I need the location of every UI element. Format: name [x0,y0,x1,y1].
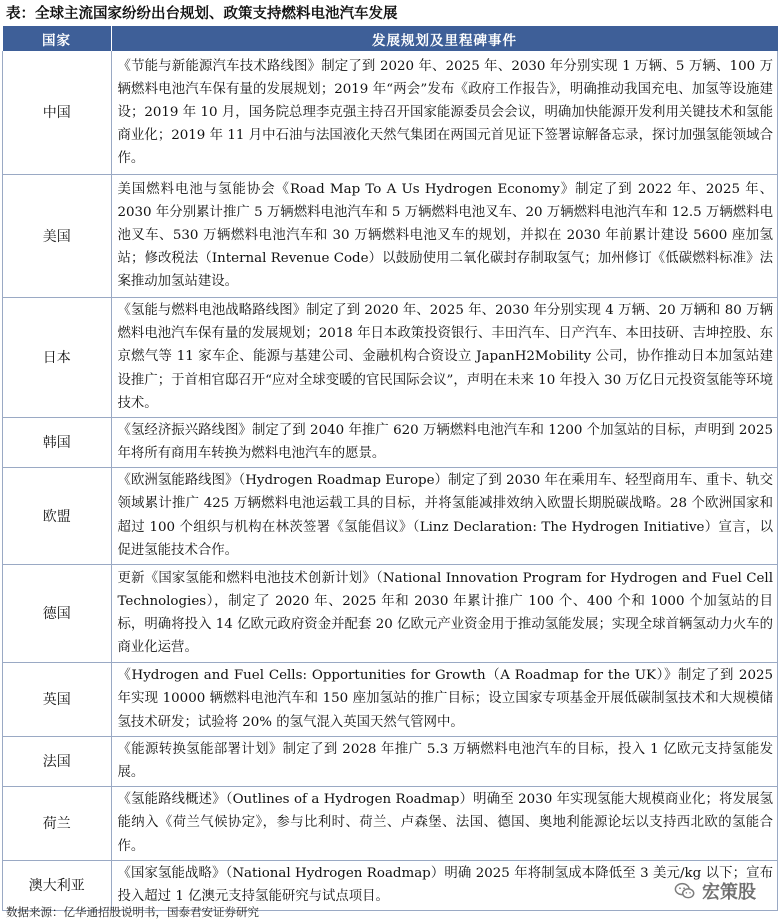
country-cell: 韩国 [3,417,112,467]
plan-cell: 《Hydrogen and Fuel Cells: Opportunities for Growth（A Roadmap for the UK）》制定了到 2025 年实现 10000 辆燃料电池汽车和 150 座加氢站的推广目标；设立国家专项基金开展低碳制氢技术和大规模储氢技术研发；试验将 20% 的氢气混入英国天然气管网中。 [111,662,778,736]
table-row [3,51,778,174]
plan-cell: 更新《国家氢能和燃料电池技术创新计划》（National Innovation Program for Hydrogen and Fuel Cell Technologies），制定了 2020 年、2025 年和 2030 年累计推广 100 个、400 个和 1000 个加氢站的目标，明确将投入 14 亿欧元政府资金并配套 20 亿欧元产业资金用于推动氢能发展；实现全球首辆氢动力火车的商业化运营。 [111,564,778,662]
data-source-note: 数据来源：亿华通招股说明书，国泰君安证券研究 [6,905,259,919]
country-cell: 中国 [3,51,112,174]
country-cell: 美国 [3,174,112,297]
table-row [3,736,778,786]
plan-cell: 《氢能与燃料电池战略路线图》制定了到 2020 年、2025 年、2030 年分别实现 4 万辆、20 万辆和 80 万辆燃料电池汽车保有量的发展规划；2018 年日本政策投资银行、丰田汽车、日产汽车、本田技研、吉坤控股、东京燃气等 11 家车企、能源与基建公司、金融机构合资设立 JapanH2Mobility 公司，协作推动日本加氢站建设推广；于首相官邸召开“应对全球变暖的官民国际会议”，声明在未来 10 年投入 30 万亿日元投资氢能等环境技术。 [111,297,778,417]
table-row [3,297,778,417]
table-row [3,786,778,860]
policy-table [2,26,778,911]
plan-cell: 《氢能路线概述》（Outlines of a Hydrogen Roadmap）明确至 2030 年实现氢能大规模商业化；将发展氢能纳入《荷兰气候协定》，参与比利时、荷兰、卢森堡、法国、德国、奥地利能源论坛以支持西北欧的氢能合作。 [111,786,778,860]
table-row [3,417,778,467]
watermark [674,878,756,904]
plan-cell: 美国燃料电池与氢能协会《Road Map To A Us Hydrogen Economy》制定了到 2022 年、2025 年、2030 年分别累计推广 5 万辆燃料电池汽车和 5 万辆燃料电池叉车、20 万辆燃料电池汽车和 12.5 万辆燃料电池叉车、530 万辆燃料电池汽车和 30 万辆燃料电池叉车的规划，并拟在 2030 年前累计建设 5600 座加氢站；修改税法（Internal Revenue Code）以鼓励使用二氧化碳封存制取氢气；加州修订《低碳燃料标准》法案推动加氢站建设。 [111,174,778,297]
table-header-row [3,26,778,51]
country-cell: 德国 [3,564,112,662]
table-row [3,467,778,564]
watermark-text: 宏策股 [702,882,756,903]
plan-cell: 《节能与新能源汽车技术路线图》制定了到 2020 年、2025 年、2030 年分别实现 1 万辆、5 万辆、100 万辆燃料电池汽车保有量的发展规划；2019 年“两会”发布《政府工作报告》，明确推动我国充电、加氢等设施建设；2019 年 10 月，国务院总理李克强主持召开国家能源委员会会议，明确加快能源开发利用关键技术和氢能商业化；2019 年 11 月中石油与法国液化天然气集团在两国元首见证下签署谅解备忘录，探讨加强氢能领域合作。 [111,51,778,174]
plan-cell: 《欧洲氢能路线图》（Hydrogen Roadmap Europe）制定了到 2030 年在乘用车、轻型商用车、重卡、轨交领域累计推广 425 万辆燃料电池运载工具的目标，并将氢能减排效纳入欧盟长期脱碳战略。28 个欧洲国家和超过 100 个组织与机构在林茨签署《氢能倡议》（Linz Declaration: The Hydrogen Initiative）宣言，以促进氢能技术合作。 [111,467,778,564]
plan-cell: 《氢经济振兴路线图》制定了到 2040 年推广 620 万辆燃料电池汽车和 1200 个加氢站的目标，声明到 2025 年将所有商用车转换为燃料电池汽车的愿景。 [111,417,778,467]
country-cell: 日本 [3,297,112,417]
table-row [3,564,778,662]
country-cell: 荷兰 [3,786,112,860]
country-cell: 法国 [3,736,112,786]
country-cell: 澳大利亚 [3,860,112,910]
wechat-icon [674,880,696,902]
header-plan: 发展规划及里程碑事件 [111,26,778,51]
table-row [3,174,778,297]
table-title: 表：全球主流国家纷纷出台规划、政策支持燃料电池汽车发展 [6,6,398,22]
country-cell: 欧盟 [3,467,112,564]
header-country: 国家 [3,26,112,51]
table-row [3,860,778,910]
country-cell: 英国 [3,662,112,736]
plan-cell: 《能源转换氢能部署计划》制定了到 2028 年推广 5.3 万辆燃料电池汽车的目标，投入 1 亿欧元支持氢能发展。 [111,736,778,786]
table-row [3,662,778,736]
plan-cell: 《国家氢能战略》（National Hydrogen Roadmap）明确 2025 年将制氢成本降低至 3 美元/kg 以下；宣布投入超过 1 亿澳元支持氢能研究与试点项目。 [111,860,778,910]
